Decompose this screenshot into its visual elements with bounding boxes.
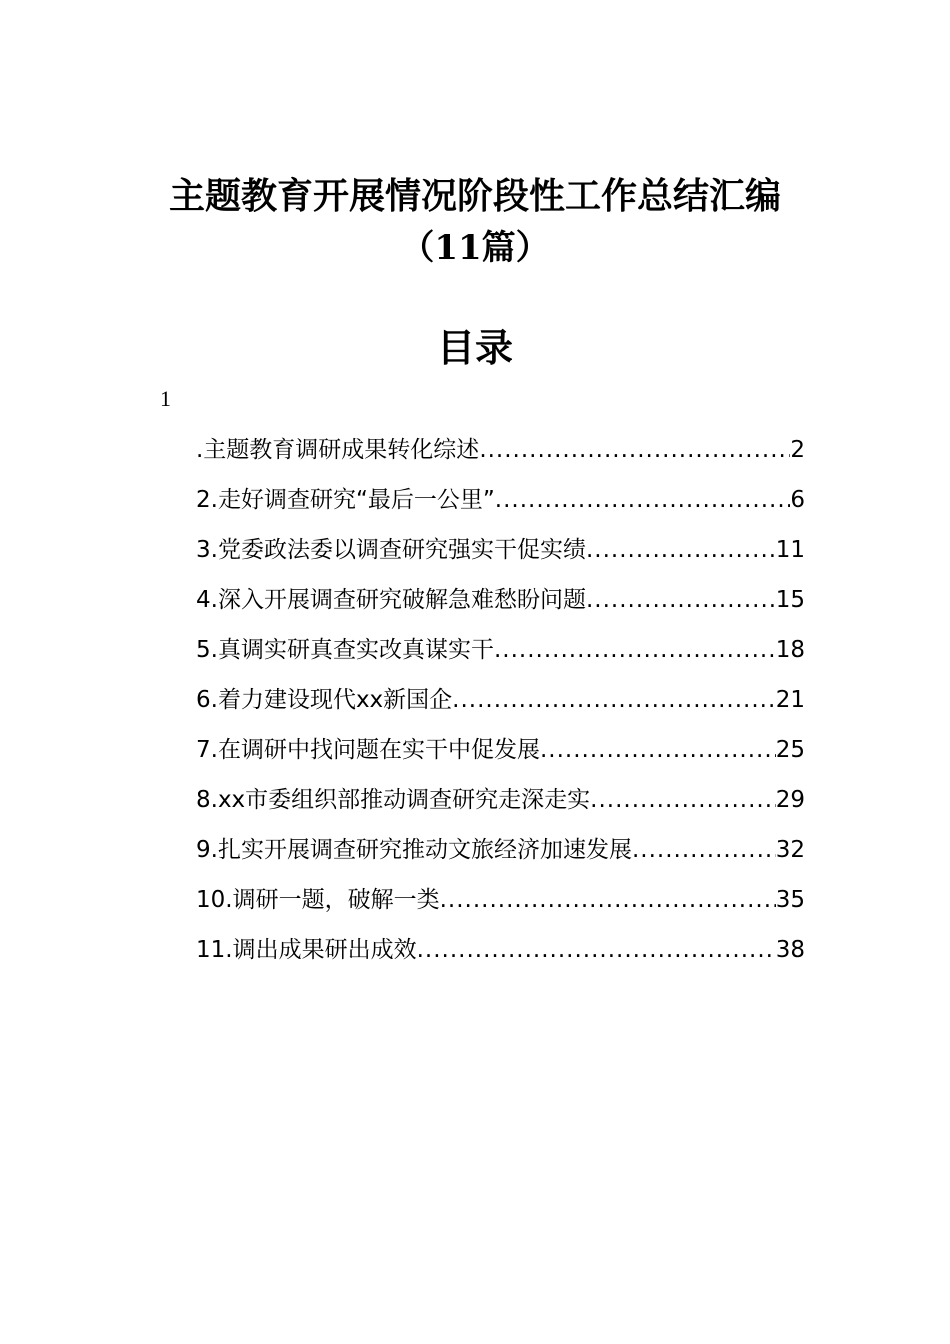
toc-entry-10[interactable]	[196, 875, 805, 925]
dot-leader	[440, 875, 776, 925]
toc-entry-page: 25	[775, 737, 805, 763]
toc-entry-label: 5.真调实研真查实改真谋实干	[196, 637, 494, 663]
toc-entry-9[interactable]	[196, 825, 805, 875]
toc-heading: 目录	[436, 325, 513, 370]
toc-entry-label: 9.扎实开展调查研究推动文旅经济加速发展	[196, 837, 632, 863]
dot-leader	[540, 725, 776, 775]
toc-entry-page: 11	[775, 537, 805, 563]
toc-entry-page: 6	[790, 487, 805, 513]
toc-entry-label: .主题教育调研成果转化综述	[196, 437, 480, 463]
document-subtitle: （11篇）	[400, 228, 550, 268]
toc-entry-page: 32	[775, 837, 805, 863]
dot-leader	[417, 925, 776, 975]
toc-entry-page: 21	[775, 687, 805, 713]
dot-leader	[586, 525, 776, 575]
toc-entry-label: 2.走好调查研究“最后一公里”	[196, 487, 495, 513]
toc-entry-label: 4.深入开展调查研究破解急难愁盼问题	[196, 587, 586, 613]
dot-leader	[452, 675, 776, 725]
toc-entry-4[interactable]	[196, 575, 805, 625]
dot-leader	[632, 825, 776, 875]
toc-entry-page: 15	[775, 587, 805, 613]
toc-entry-6[interactable]	[196, 675, 805, 725]
toc-entry-3[interactable]	[196, 525, 805, 575]
toc-entry-11[interactable]	[196, 925, 805, 975]
toc-entry-5[interactable]	[196, 625, 805, 675]
toc-entry-label: 11.调出成果研出成效	[196, 937, 417, 963]
dot-leader	[586, 575, 776, 625]
toc-entry-page: 2	[790, 437, 805, 463]
toc-entry-1[interactable]	[196, 425, 805, 475]
dot-leader	[590, 775, 776, 825]
stray-number: 1	[160, 386, 171, 411]
table-of-contents	[196, 425, 805, 975]
toc-entry-8[interactable]	[196, 775, 805, 825]
toc-entry-7[interactable]	[196, 725, 805, 775]
toc-entry-label: 8.xx市委组织部推动调查研究走深走实	[196, 787, 591, 813]
toc-entry-page: 29	[775, 787, 805, 813]
toc-entry-label: 7.在调研中找问题在实干中促发展	[196, 737, 540, 763]
dot-leader	[495, 475, 791, 525]
toc-entry-label: 10.调研一题，破解一类	[196, 887, 440, 913]
toc-entry-label: 3.党委政法委以调查研究强实干促实绩	[196, 537, 586, 563]
toc-entry-page: 35	[775, 887, 805, 913]
document-title: 主题教育开展情况阶段性工作总结汇编	[168, 175, 781, 217]
dot-leader	[494, 625, 776, 675]
toc-entry-label: 6.着力建设现代xx新国企	[196, 687, 453, 713]
toc-entry-page: 18	[775, 637, 805, 663]
dot-leader	[479, 425, 790, 475]
toc-entry-page: 38	[775, 937, 805, 963]
toc-entry-2[interactable]	[196, 475, 805, 525]
